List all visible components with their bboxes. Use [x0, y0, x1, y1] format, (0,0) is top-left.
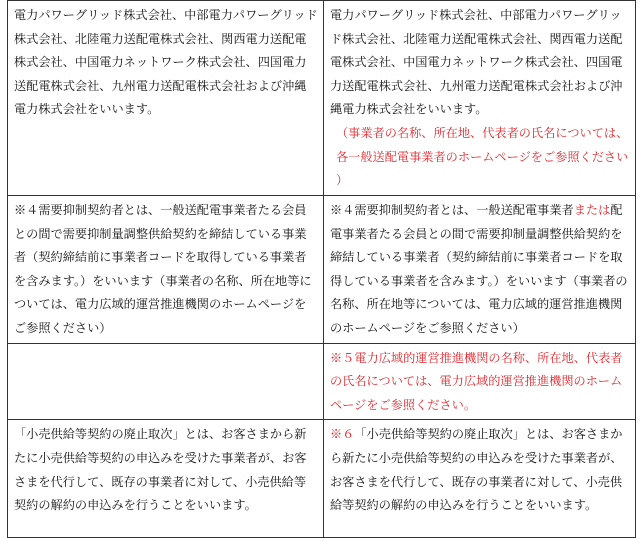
row3-right-cell	[324, 343, 636, 420]
row2-left-cell	[8, 196, 324, 344]
row1-right-text: 電力パワーグリッド株式会社、中部電力パワーグリッド株式会社、北陸電力送配電株式会社、関西電力送配電株式会社、中国電力ネットワーク株式会社、四国電力送配電株式会社、九州電力送配電株式会社および沖縄電力株式会社をいいます。	[330, 8, 623, 117]
table-row	[8, 196, 636, 344]
row4-left-text: 「小売供給等契約の廃止取次」とは、お客さまから新たに小売供給等契約の申込みを受けた事業者が、お客さまを代行して、既存の事業者に対して、小売供給等契約の解約の申込みを行うことをいいます。	[14, 427, 307, 513]
row2-left-text: ※４需要抑制契約者とは、一般送配電事業者たる会員との間で需要抑制量調整供給契約を締結している事業者（契約締結前に事業者コードを取得している事業者を含みます。）をいいます（事業者の名称、所在地等については、電力広域的運営推進機関のホームページをご参照ください）	[14, 203, 312, 335]
row3-right-note: ※５電力広域的運営推進機関の名称、所在地、代表者の氏名については、電力広域的運営推進機関のホームページをご参照ください。	[330, 350, 623, 412]
row4-right-cell	[324, 420, 636, 538]
row2-right-text-b: 配電事業者たる会員との間で需要抑制量調整供給契約を締結している事業者（契約締結前に事業者コードを取得している事業者を含みます。）をいいます（事業者の名称、所在地等については、電力広域的運営推進機関のホームページをご参照ください）	[330, 203, 628, 335]
row4-right-marker: ※６	[330, 427, 355, 442]
row4-right-text: 「小売供給等契約の廃止取次」とは、お客さまから新たに小売供給等契約の申込みを受けた事業者が、お客さまを代行して、既存の事業者に対して、小売供給等契約の解約の申込みを行うことをいいます。	[330, 427, 623, 513]
row2-right-inserted: または	[573, 203, 611, 217]
row1-left-text: 電力パワーグリッド株式会社、中部電力パワーグリッド株式会社、北陸電力送配電株式会社、関西電力送配電株式会社、中国電力ネットワーク株式会社、四国電力送配電株式会社、九州電力送配電株式会社および沖縄電力株式会社をいいます。	[14, 8, 318, 117]
row1-right-cell	[324, 1, 636, 196]
row2-right-cell	[324, 196, 636, 344]
comparison-table	[7, 0, 636, 538]
row1-left-cell	[8, 1, 324, 196]
row4-left-cell	[8, 420, 324, 538]
row1-right-note: （事業者の名称、所在地、代表者の氏名については、各一般送配電事業者のホームページをご参照ください）	[336, 125, 629, 188]
table-row	[8, 343, 636, 420]
row2-right-text-a: ※４需要抑制契約者とは、一般送配電事業者	[330, 203, 574, 217]
table-row	[8, 1, 636, 196]
row3-left-cell	[8, 343, 324, 420]
table-row	[8, 420, 636, 538]
